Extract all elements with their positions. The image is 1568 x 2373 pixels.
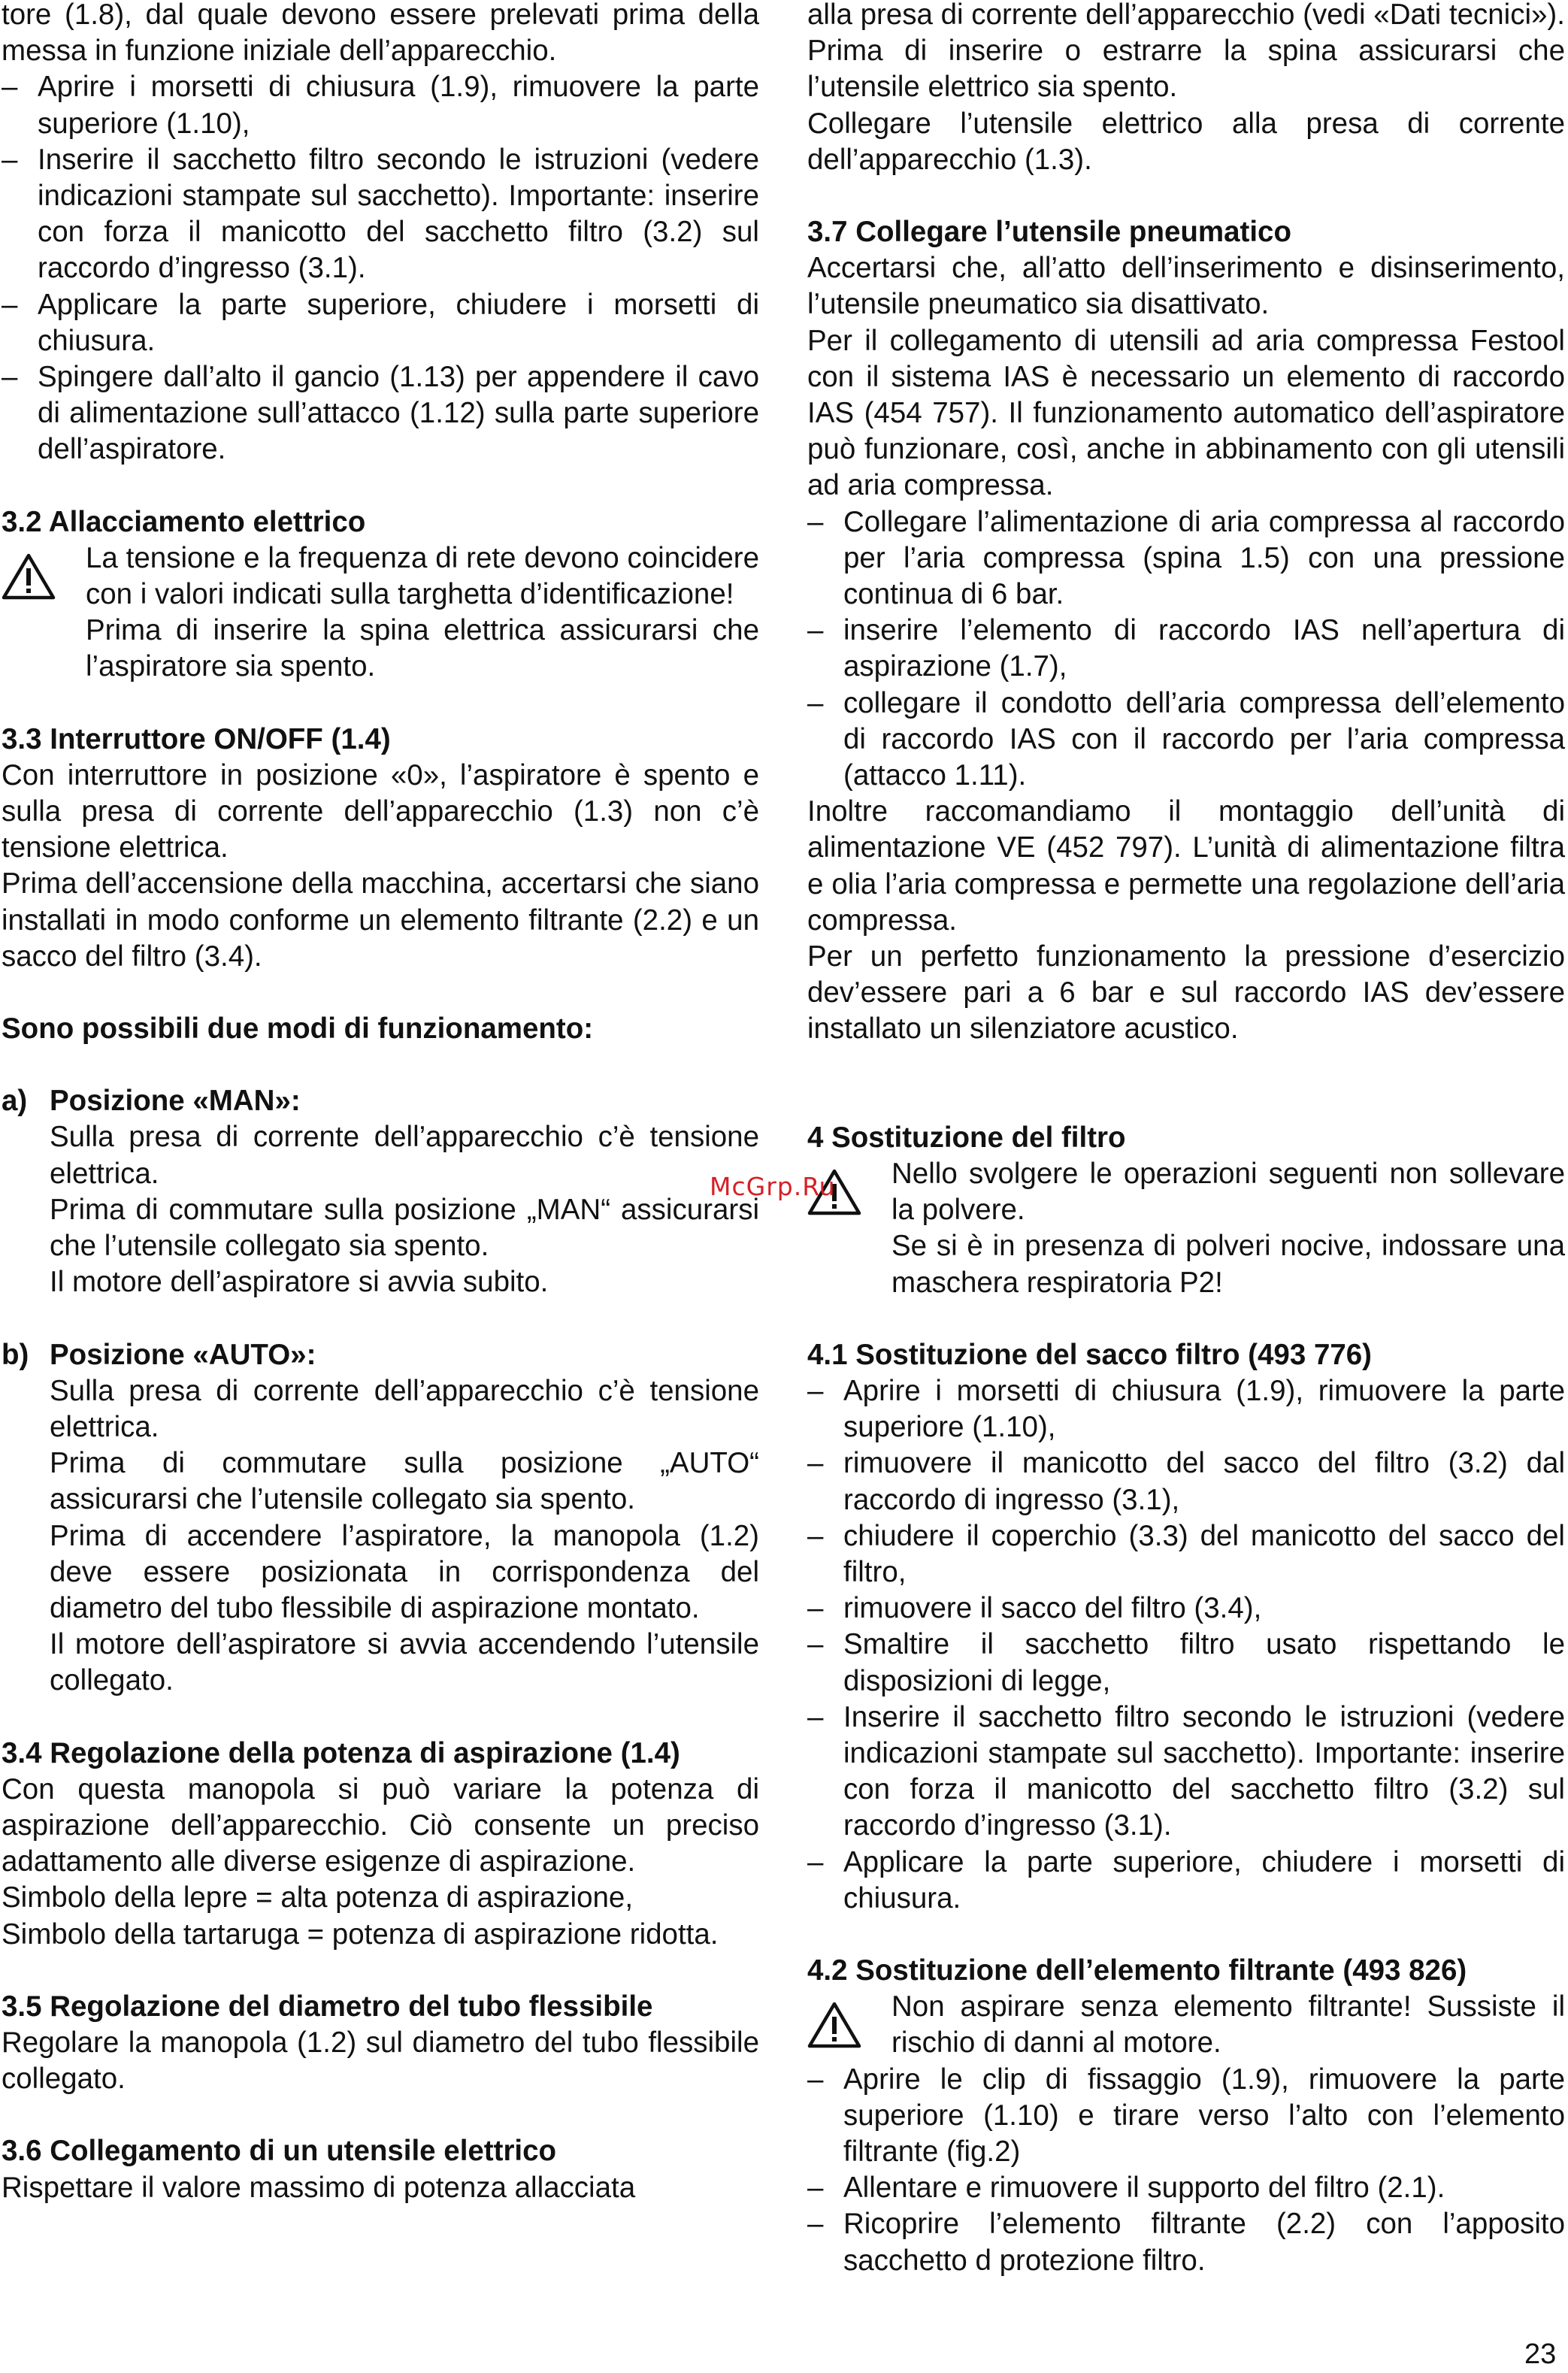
warning-text: Se si è in presenza di polveri nocive, indossare una maschera respiratoria P2! [891,1230,1565,1299]
filter-element-steps-list [807,2062,1565,2279]
paragraph: Prima di commutare sulla posizione „MAN“ assicurarsi che l’utensile collegato sia spento. [50,1193,759,1263]
paragraph: Sulla presa di corrente dell’apparecchio c’è tensione elettrica. [50,1121,759,1190]
warning-block [807,1989,1565,2061]
left-column [2,0,759,2206]
list-item: – Smaltire il sacchetto filtro usato rispettando le disposizioni di legge, [807,1627,1565,1699]
paragraph: Accertarsi che, all’atto dell’inserimento e disinserimento, l’utensile pneumatico sia disattivato. [807,252,1565,321]
warning-icon [807,2001,861,2049]
warning-text: La tensione e la frequenza di rete devono coincidere con i valori indicati sulla targhetta d’identificazione! [86,541,759,611]
filter-bag-steps-list [807,1373,1565,1917]
paragraph: Rispettare il valore massimo di potenza allacciata [2,2171,636,2204]
list-item: – Aprire i morsetti di chiusura (1.9), rimuovere la parte superiore (1.10), [807,1373,1565,1445]
list-item: – Allentare e rimuovere il supporto del filtro (2.1). [807,2170,1565,2206]
paragraph: Inoltre raccomandiamo il montaggio dell’unità di alimentazione VE (452 797). L’unità di alimentazione filtra e olia l’aria compressa e permette una regolazione dell’aria compressa. [807,795,1565,937]
paragraph: Il motore dell’aspiratore si avvia subito. [50,1266,549,1299]
section-3-2-heading: 3.2 Allacciamento elettrico [2,505,366,538]
mode-a-label: a) [2,1085,28,1118]
paragraph: Collegare l’utensile elettrico alla presa di corrente dell’apparecchio (1.3). [807,107,1565,176]
warning-block [2,540,759,686]
section-3-4-heading: 3.4 Regolazione della potenza di aspirazione (1.4) [2,1736,680,1769]
paragraph: Prima di accendere l’aspiratore, la manopola (1.2) deve essere posizionata in corrispondenza del diametro del tubo flessibile di aspirazione montato. [50,1519,759,1624]
list-item: – Ricoprire l’elemento filtrante (2.2) con l’apposito sacchetto d protezione filtro. [807,2206,1565,2278]
list-item: – Inserire il sacchetto filtro secondo le istruzioni (vedere indicazioni stampate sul sacchetto). Importante: inserire con forza il manicotto del sacchetto filtro (3.2) sul raccordo d’ingresso (3.1). [807,1700,1565,1845]
paragraph: Regolare la manopola (1.2) sul diametro del tubo flessibile collegato. [2,2026,759,2096]
warning-text: Non aspirare senza elemento filtrante! Sussiste il rischio di danni al motore. [891,1990,1565,2060]
paragraph: alla presa di corrente dell’apparecchio (vedi «Dati tecnici»). [807,0,1565,31]
warning-icon [2,552,56,601]
list-item: – Applicare la parte superiore, chiudere i morsetti di chiusura. [807,1845,1565,1917]
paragraph: Simbolo della tartaruga = potenza di aspirazione ridotta. [2,1917,719,1951]
paragraph: Per il collegamento di utensili ad aria compressa Festool con il sistema IAS è necessario un elemento di raccordo IAS (454 757). Il funzionamento automatico dell’aspiratore può funzionare, così, anche in abbinamento con gli utensili ad aria compressa. [807,324,1565,502]
paragraph: Per un perfetto funzionamento la pressione d’esercizio dev’essere pari a 6 bar e sul raccordo IAS dev’essere installato un silenziatore acustico. [807,940,1565,1046]
paragraph: Prima di inserire o estrarre la spina assicurarsi che l’utensile elettrico sia spento. [807,35,1565,104]
paragraph: Prima dell’accensione della macchina, accertarsi che siano installati in modo conforme un elemento filtrante (2.2) e un sacco del filtro (3.4). [2,867,759,973]
mode-a-block [2,1083,759,1300]
list-item: – Applicare la parte superiore, chiudere i morsetti di chiusura. [2,287,759,359]
paragraph: Con questa manopola si può variare la potenza di aspirazione dell’apparecchio. Ciò consente un preciso adattamento alle diverse esigenze di aspirazione. [2,1772,759,1878]
list-item: – collegare il condotto dell’aria compressa dell’elemento di raccordo IAS con il raccordo per l’aria compressa (attacco 1.11). [807,686,1565,795]
list-item: – Collegare l’alimentazione di aria compressa al raccordo per l’aria compressa (spina 1.5) con una pressione continua di 6 bar. [807,504,1565,613]
section-4-heading: 4 Sostituzione del filtro [807,1121,1126,1154]
section-4-1-heading: 4.1 Sostituzione del sacco filtro (493 776) [807,1338,1372,1371]
list-item: – rimuovere il sacco del filtro (3.4), [807,1591,1565,1627]
section-3-5-heading: 3.5 Regolazione del diametro del tubo flessibile [2,1990,653,2023]
mode-b-title: Posizione «AUTO»: [50,1338,316,1371]
list-item: – Aprire le clip di fissaggio (1.9), rimuovere la parte superiore (1.10) e tirare verso l’alto con l’elemento filtrante (fig.2) [807,2062,1565,2171]
paragraph: Prima di commutare sulla posizione „AUTO“ assicurarsi che l’utensile collegato sia spento. [50,1447,759,1516]
paragraph: Simbolo della lepre = alta potenza di aspirazione, [2,1881,634,1914]
warning-text: Nello svolgere le operazioni seguenti non sollevare la polvere. [891,1157,1565,1227]
paragraph: Sulla presa di corrente dell’apparecchio c’è tensione elettrica. [50,1374,759,1443]
mode-b-label: b) [2,1338,29,1371]
warning-block [807,1156,1565,1301]
section-3-7-heading: 3.7 Collegare l’utensile pneumatico [807,216,1291,249]
list-item: – Inserire il sacchetto filtro secondo le istruzioni (vedere indicazioni stampate sul sacchetto). Importante: inserire con forza il manicotto del sacchetto filtro (3.2) sul raccordo d’ingresso (3.1). [2,142,759,287]
right-column [807,0,1565,2279]
watermark: McGrp.Ru [710,1172,836,1201]
list-item: – inserire l’elemento di raccordo IAS nell’apertura di aspirazione (1.7), [807,613,1565,685]
warning-text: Prima di inserire la spina elettrica assicurarsi che l’aspiratore sia spento. [86,614,759,683]
paragraph: Con interruttore in posizione «0», l’aspiratore è spento e sulla presa di corrente dell’apparecchio (1.3) non c’è tensione elettrica. [2,758,759,864]
section-3-6-heading: 3.6 Collegamento di un utensile elettrico [2,2135,557,2168]
list-item: – Spingere dall’alto il gancio (1.13) per appendere il cavo di alimentazione sull’attacco (1.12) sulla parte superiore dell’aspiratore. [2,359,759,468]
paragraph: Il motore dell’aspiratore si avvia accendendo l’utensile collegato. [50,1628,759,1697]
list-item: – chiudere il coperchio (3.3) del manicotto del sacco del filtro, [807,1518,1565,1591]
intro-paragraph: tore (1.8), dal quale devono essere prelevati prima della messa in funzione iniziale dell’apparecchio. [2,0,759,68]
section-3-3-heading: 3.3 Interruttore ON/OFF (1.4) [2,722,391,755]
pneumatic-steps-list [807,504,1565,795]
list-item: – rimuovere il manicotto del sacco del filtro (3.2) dal raccordo di ingresso (3.1), [807,1445,1565,1518]
modes-heading: Sono possibili due modi di funzionamento: [2,1012,594,1046]
page-number: 23 [1524,2338,1557,2370]
mode-a-title: Posizione «MAN»: [50,1085,301,1118]
list-item: – Aprire i morsetti di chiusura (1.9), rimuovere la parte superiore (1.10), [2,69,759,141]
intro-steps-list [2,69,759,468]
section-4-2-heading: 4.2 Sostituzione dell’elemento filtrante (493 826) [807,1954,1467,1987]
mode-b-block [2,1337,759,1700]
